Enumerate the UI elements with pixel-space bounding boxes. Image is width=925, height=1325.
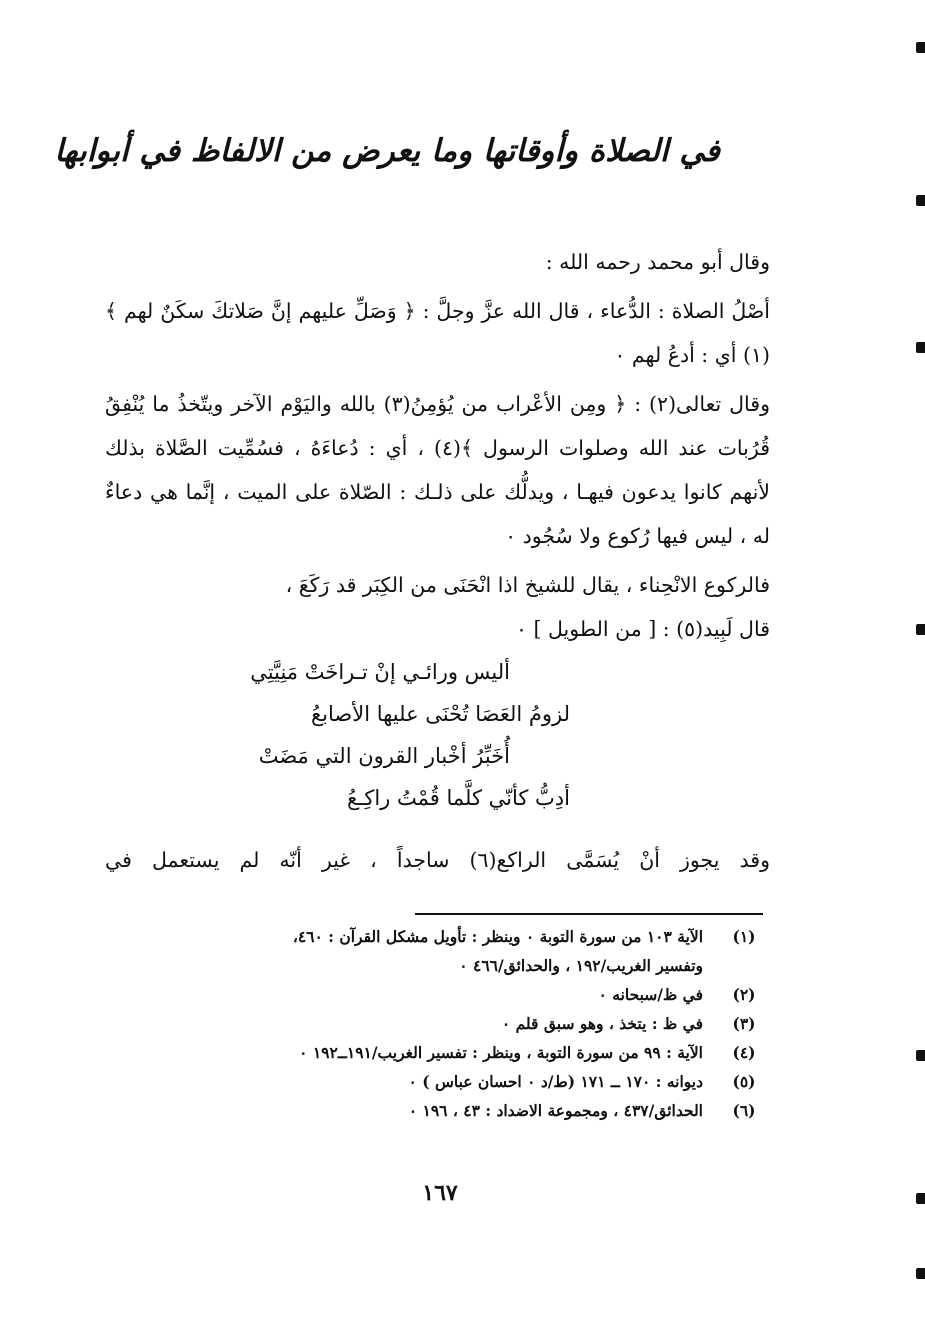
margin-mark [916, 1193, 925, 1204]
footnote-divider [415, 913, 763, 915]
footnote-number: (٣) [732, 1014, 756, 1033]
footnote [110, 951, 765, 980]
footnote-text: وتفسير الغريب/١٩٢ ، والحدائق/٤٦٦ ٠ [459, 956, 703, 975]
footnote [110, 1038, 765, 1067]
paragraph: وقال تعالى(٢) : ﴿ ومِن الأعْراب من يُؤمِنُ(٣) بالله واليَوْم الآخر ويتّخذُ ما يُنْفِقُ قُرُبات عند الله وصلوات الرسول ﴾(٤) ، أي : دُعاءَهُ ، فسُمِّيت الصَّلاة بذلك لأنهم كانوا يدعون فيهـا ، ويدلُّك على ذلـك : الصّلاة على الميت ، إنَّما هي دعاءٌ له ، ليس فيها رُكوع ولا سُجُود ٠ [105, 392, 771, 548]
footnote-number: (١) [732, 927, 756, 946]
margin-mark [916, 342, 925, 353]
margin-mark [916, 1050, 925, 1061]
margin-mark [916, 1268, 925, 1279]
footnote [110, 922, 765, 951]
poem-line: أليس ورائـي إنْ تـراخَتْ مَنِيَّتِي [250, 660, 510, 684]
margin-mark [916, 195, 925, 206]
footnotes [110, 922, 765, 1125]
poem-line: لزومُ العَصَا تُحْنَى عليها الأصابعُ [310, 702, 570, 726]
footnote-text: في ظ/سبحانه ٠ [598, 985, 703, 1004]
margin-mark [916, 624, 925, 635]
footnote-number: (٤) [732, 1043, 756, 1062]
footnote-text: ديوانه : ١٧٠ ــ ١٧١ (ط/د ٠ احسان عباس ) ٠ [408, 1072, 703, 1091]
chapter-heading: في الصلاة وأوقاتها وما يعرض من الالفاظ في أبوابها [54, 133, 720, 169]
paragraph: فالركوع الانْحِناء ، يقال للشيخ اذا انْحَنَى من الكِبَر قد رَكَعَ ، [285, 573, 770, 597]
footnote-text: الآية : ٩٩ من سورة التوبة ، وينظر : تفسير الغريب/١٩١ــ١٩٢ ٠ [299, 1043, 703, 1062]
poem-line: أُخَبِّرُ أخْبار القرون التي مَضَتْ [258, 744, 510, 768]
footnote [110, 1096, 765, 1125]
footnote-text: في ظ : يتخذ ، وهو سبق قلم ٠ [501, 1014, 703, 1033]
footnote [110, 1067, 765, 1096]
paragraph: أصْلُ الصلاة : الدُّعاء ، قال الله عزَّ وجلَّ : ﴿ وَصَلِّ عليهم إنَّ صَلاتكَ سكَنٌ لهم ﴾(١) أي : أدعُ لهم ٠ [105, 299, 770, 367]
main-text [105, 240, 770, 651]
footnote-number: (٦) [732, 1101, 756, 1120]
paragraph: وقد يجوز أنْ يُسَمَّى الراكع(٦) ساجداً ، غير أنّه لم يستعمل في [105, 848, 770, 872]
paragraph: قال لَبِيد(٥) : [ من الطويل ] ٠ [515, 617, 770, 641]
poem-line: أدِبُّ كأنّي كلَّما قُمْتُ راكِـعُ [347, 786, 570, 810]
footnote [110, 980, 765, 1009]
footnote-number: (٥) [732, 1072, 756, 1091]
page-number: ١٦٧ [422, 1180, 458, 1206]
footnote-text: الآية ١٠٣ من سورة التوبة ٠ وينظر : تأويل مشكل القرآن : ٤٦٠، [292, 927, 703, 946]
intro-line: وقال أبو محمد رحمه الله : [545, 250, 770, 274]
footnote [110, 1009, 765, 1038]
poem [190, 660, 570, 835]
margin-mark [916, 42, 925, 53]
footnote-text: الحدائق/٤٣٧ ، ومجموعة الاضداد : ٤٣ ، ١٩٦ ٠ [408, 1101, 703, 1120]
footnote-number: (٢) [732, 985, 756, 1004]
